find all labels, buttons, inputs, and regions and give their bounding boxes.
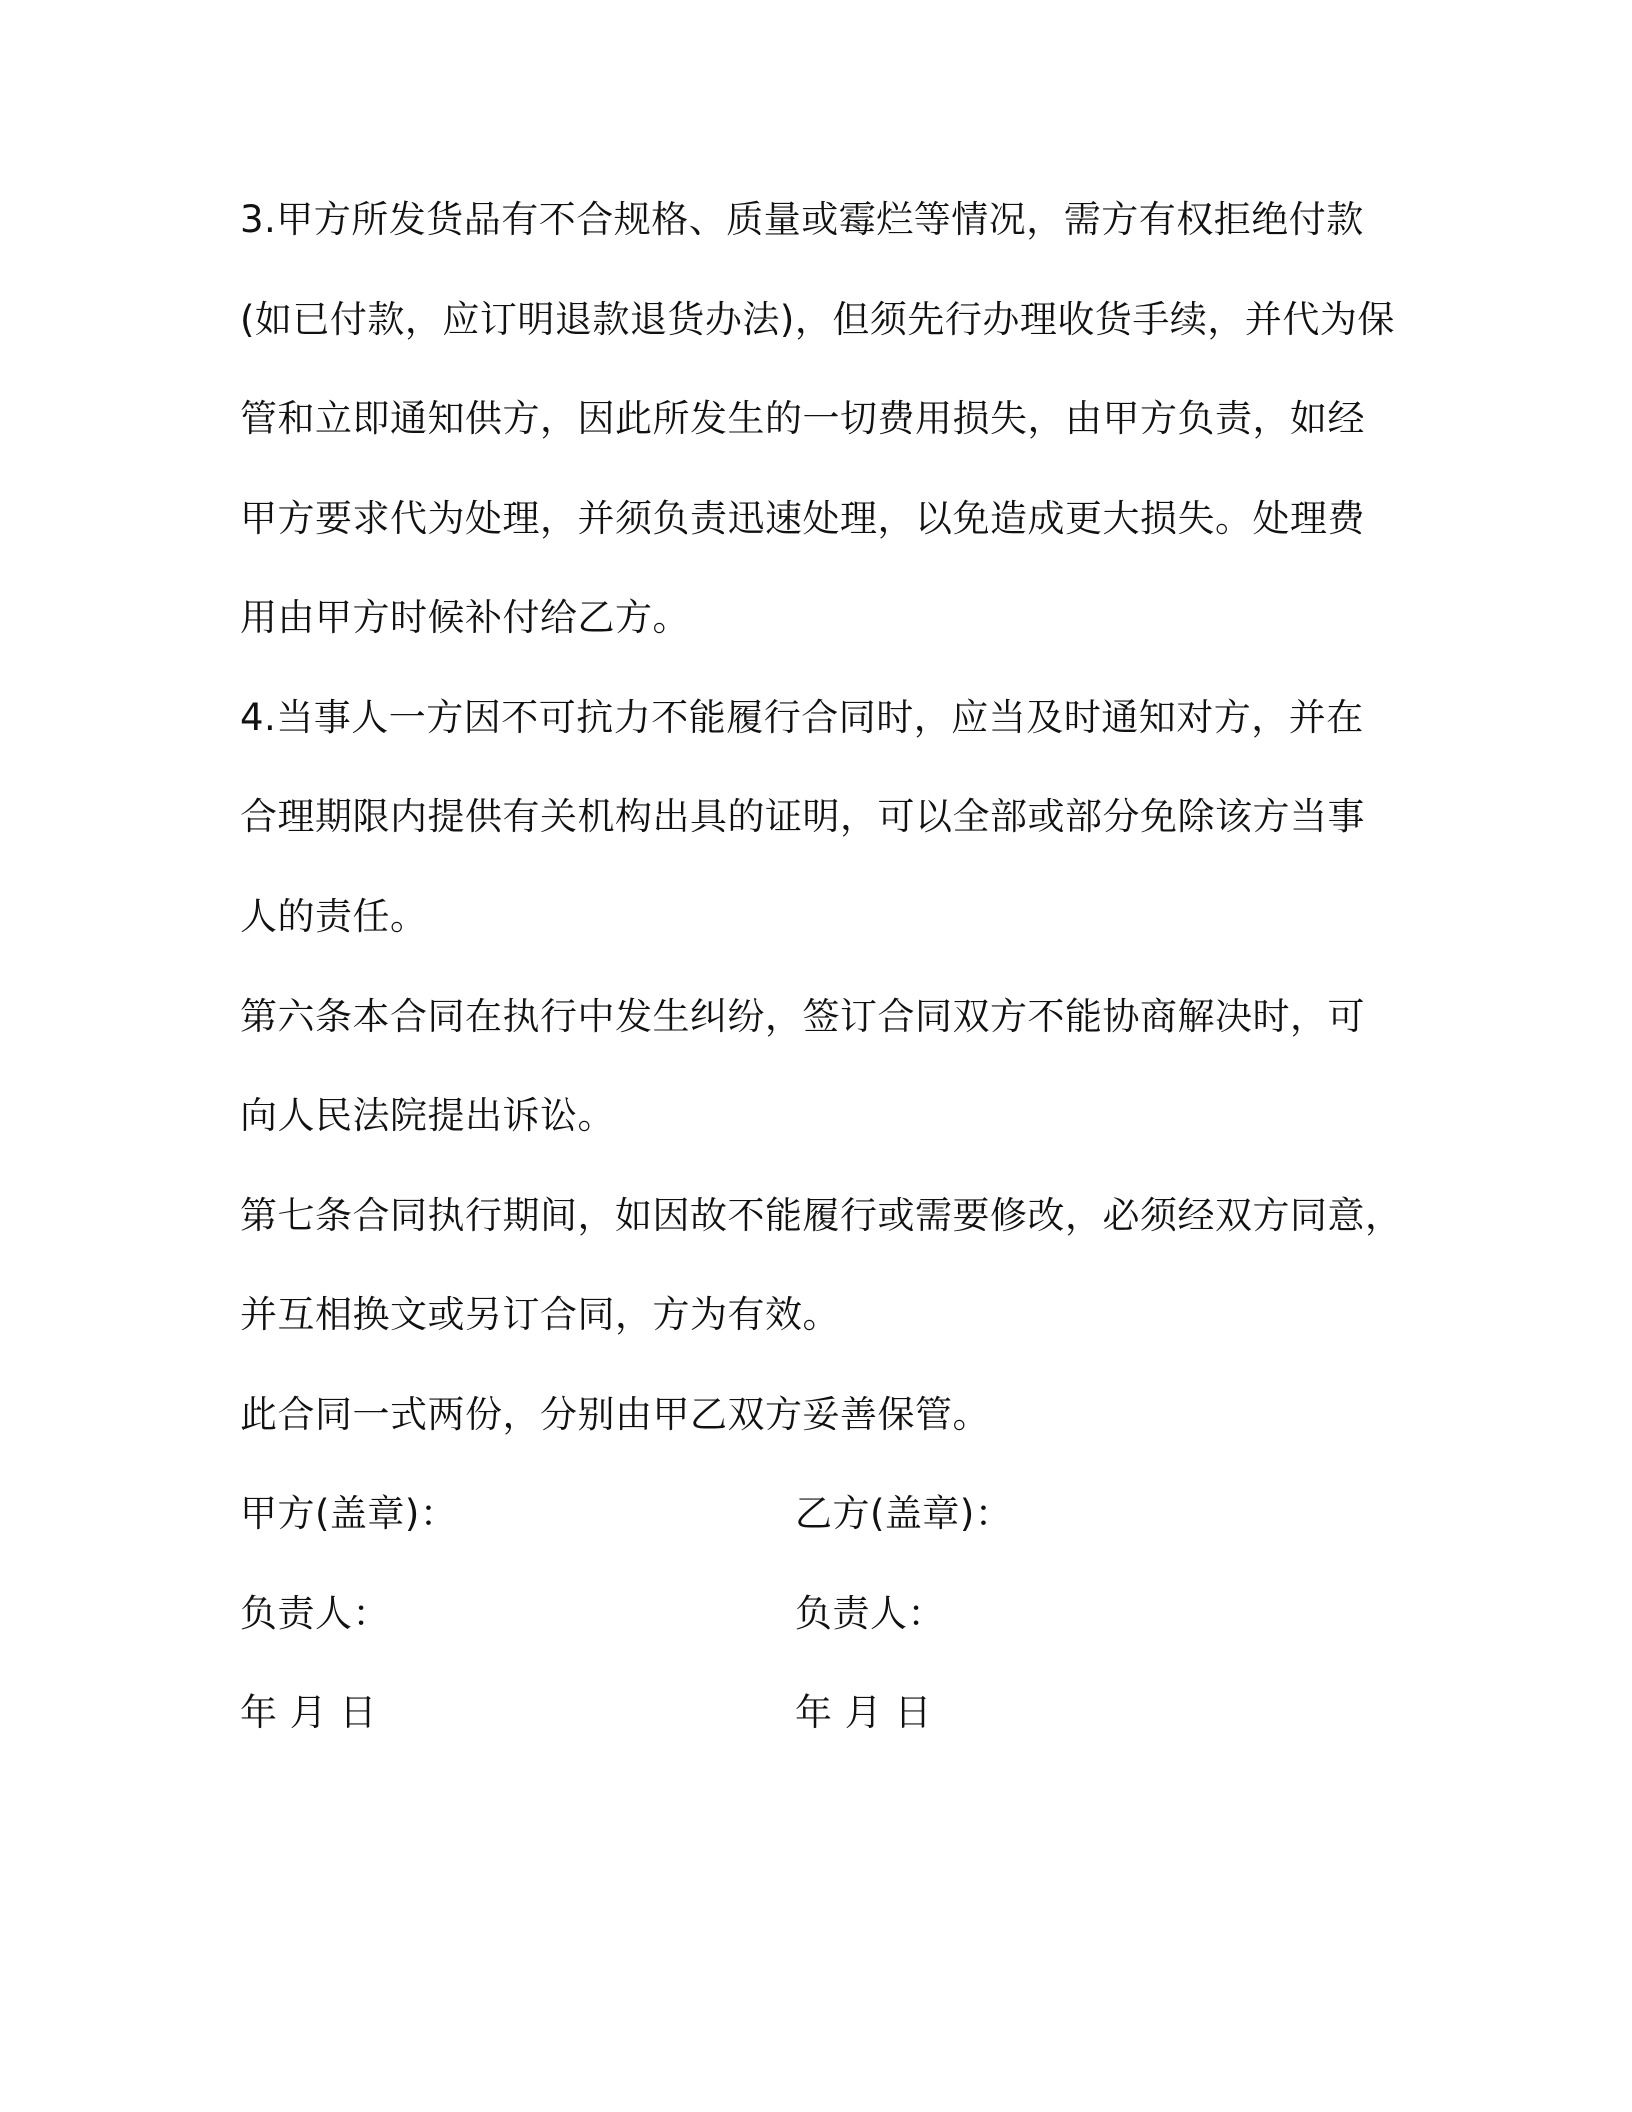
clause-3-line-5: 用由甲方时候补付给乙方。 — [240, 596, 690, 639]
copies-statement: 此合同一式两份，分别由甲乙双方妥善保管。 — [240, 1393, 990, 1436]
party-b-seal-label: 乙方(盖章)： — [795, 1492, 1013, 1535]
clause-4-line-1: 4.当事人一方因不可抗力不能履行合同时，应当及时通知对方，并在 — [240, 696, 1364, 739]
article-7-line-2: 并互相换文或另订合同，方为有效。 — [240, 1293, 840, 1336]
party-a-person-label: 负责人： — [240, 1592, 390, 1635]
clause-3-line-1: 3.甲方所发货品有不合规格、质量或霉烂等情况，需方有权拒绝付款 — [240, 198, 1364, 241]
article-6-line-1: 第六条本合同在执行中发生纠纷，签订合同双方不能协商解决时，可 — [240, 995, 1365, 1038]
clause-4-line-3: 人的责任。 — [240, 895, 428, 938]
party-b-person-label: 负责人： — [795, 1592, 945, 1635]
article-7-line-1: 第七条合同执行期间，如因故不能履行或需要修改，必须经双方同意， — [240, 1194, 1403, 1237]
party-b-date-label: 年 月 日 — [795, 1691, 933, 1734]
party-a-date-label: 年 月 日 — [240, 1691, 378, 1734]
clause-3-line-4: 甲方要求代为处理，并须负责迅速处理，以免造成更大损失。处理费 — [240, 497, 1365, 540]
clause-3-line-3: 管和立即通知供方，因此所发生的一切费用损失，由甲方负责，如经 — [240, 397, 1365, 440]
clause-4-line-2: 合理期限内提供有关机构出具的证明，可以全部或部分免除该方当事 — [240, 795, 1365, 838]
clause-3-line-2: (如已付款，应订明退款退货办法)，但须先行办理收货手续，并代为保 — [240, 298, 1395, 341]
article-6-line-2: 向人民法院提出诉讼。 — [240, 1094, 615, 1137]
party-a-seal-label: 甲方(盖章)： — [240, 1492, 458, 1535]
